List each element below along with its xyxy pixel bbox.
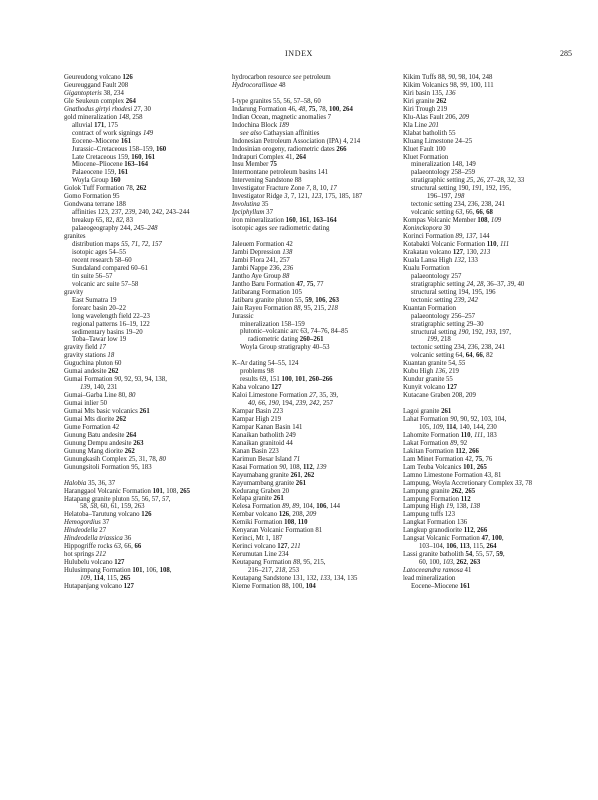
index-subentry: 105, 109, 114, 140, 144, 230 <box>419 423 497 431</box>
index-entry: Lam Minet Formation 42, 75, 76 <box>403 455 493 463</box>
index-entry: Kuantan granite 54, 55 <box>403 360 466 368</box>
index-entry: Kualu Formation <box>403 264 450 272</box>
index-subentry: Eocene–Miocene 161 <box>72 137 132 145</box>
index-entry: hot springs 212 <box>64 551 106 559</box>
index-entry: Halobia 35, 36, 37 <box>64 479 116 487</box>
index-entry: Gunung Mang diorite 262 <box>64 447 135 455</box>
index-entry: Kenyaran Volcanic Formation 81 <box>232 527 323 535</box>
index-entry: Kanaikan batholith 249 <box>232 431 296 439</box>
index-subentry: long wavelength field 22–23 <box>72 312 150 320</box>
section-gap <box>64 472 224 480</box>
index-subentry: palaeogeography 244, 245–248 <box>72 225 158 233</box>
index-entry: Lagoi granite 261 <box>403 408 452 416</box>
index-subentry: 139, 140, 231 <box>80 384 118 392</box>
index-entry: Kaba volcano 127 <box>232 384 282 392</box>
index-entry: Kieme Formation 88, 100, 104 <box>232 582 316 590</box>
index-subentry: palaeontology 257 <box>411 272 462 280</box>
index-entry: Langkup granodiorite 112, 266 <box>403 527 488 535</box>
index-entry: Kayumambang granite 261 <box>232 479 306 487</box>
index-subentry: 58, 58, 60, 61, 159, 263 <box>80 503 145 511</box>
index-entry: Kutacane Graben 208, 209 <box>403 392 476 400</box>
index-entry: Karimun Besar Island 71 <box>232 455 301 463</box>
index-subentry: recent research 58–60 <box>72 256 132 264</box>
index-entry: Gumai Mts diorite 262 <box>64 415 127 423</box>
index-subentry: 103–104, 106, 113, 115, 264 <box>419 543 497 551</box>
index-subentry: 109, 114, 115, 265 <box>80 575 131 583</box>
index-subentry: stratigraphic setting 24, 28, 36–37, 39, 40 <box>411 280 525 288</box>
index-entry: Helatoba–Tarutung volcano 126 <box>64 511 152 519</box>
index-subentry: tectonic setting 239, 242 <box>411 296 478 304</box>
index-entry: Lampung High 19, 138, 138 <box>403 503 481 511</box>
index-entry: Kampar High 219 <box>232 415 282 423</box>
index-entry: K–Ar dating 54–55, 124 <box>232 360 299 368</box>
index-subentry: Miocene–Pliocene 163–164 <box>72 161 149 169</box>
index-entry: Jambi Depression 138 <box>232 248 293 256</box>
index-subentry: structural setting 194, 195, 196 <box>411 288 496 296</box>
index-entry: Gunungsitoli Formation 95, 183 <box>64 463 152 471</box>
index-entry: Lamno Limestone Formation 43, 81 <box>403 471 502 479</box>
index-entry: Kampar Basin 223 <box>232 407 283 415</box>
index-subentry: Woyla Group 160 <box>72 177 121 185</box>
index-entry: Lampung, Woyla Accretionary Complex 33, 78 <box>403 479 533 487</box>
index-subentry: tin suite 56–57 <box>72 272 113 280</box>
index-subentry: tectonic setting 234, 236, 238, 241 <box>411 201 506 209</box>
index-entry: gravity stations 18 <box>64 352 115 360</box>
section-gap <box>232 90 392 98</box>
index-entry: Jatibaru granite pluton 55, 59, 106, 263 <box>232 296 340 304</box>
index-entry: Kiri Trough 219 <box>403 105 448 113</box>
index-entry: Kotabakti Volcanic Formation 110, 111 <box>403 241 510 249</box>
index-subentry: alluvial 171, 175 <box>72 121 118 129</box>
index-entry: Kluet Formation <box>403 153 449 161</box>
running-header-title: INDEX <box>285 49 313 58</box>
index-entry: Gondwana terrane 188 <box>64 201 126 209</box>
index-column-2 <box>232 74 392 591</box>
index-subentry: 199, 218 <box>427 336 451 344</box>
index-entry: Kompas Volcanic Member 108, 109 <box>403 217 502 225</box>
index-entry: Kanaikan granitoid 44 <box>232 439 293 447</box>
index-entry: Kiri basin 135, 136 <box>403 89 456 97</box>
index-subentry: 216–217, 218, 253 <box>248 567 299 575</box>
index-entry: Indian Ocean, magnetic anomalies 7 <box>232 113 332 121</box>
index-subentry: Jurassic–Cretaceous 158–159, 160 <box>72 145 167 153</box>
index-entry: Kluet Fault 100 <box>403 145 446 153</box>
index-entry: hydrocarbon resource see petroleum <box>232 74 331 81</box>
index-entry: Hatapang granite pluton 55, 56, 57, 57, <box>64 495 171 503</box>
page-number: 285 <box>560 49 572 58</box>
index-entry: Kampar Kanan Basin 141 <box>232 423 303 431</box>
index-entry: Geureudong volcano 126 <box>64 74 133 81</box>
index-subentry: problems 98 <box>240 368 274 376</box>
index-subentry: see also Cathaysian affinities <box>240 129 320 137</box>
index-entry: Keutapang Sandstone 131, 132, 133, 134, 135 <box>232 575 358 582</box>
index-entry: Kerinci volcano 127, 211 <box>232 543 301 551</box>
index-entry: Lakitan Formation 112, 266 <box>403 447 479 455</box>
index-subentry: regional patterns 16–19, 122 <box>72 320 150 328</box>
index-entry: Haranggaol Volcanic Formation 101, 108, 265 <box>64 487 191 495</box>
index-entry: Hindeodella triassica 36 <box>64 535 132 543</box>
index-subentry: East Sumatra 19 <box>72 296 117 304</box>
index-entry: Langsat Volcanic Formation 47, 100, <box>403 535 504 543</box>
index-entry: Lahat Formation 90, 90, 92, 103, 104, <box>403 415 507 423</box>
index-subentry: affinities 123, 237, 239, 240, 242, 243–244 <box>72 209 190 217</box>
index-subentry: mineralization 158–159 <box>240 320 305 328</box>
index-subentry: Eocene–Miocene 161 <box>411 582 471 590</box>
index-entry: Indrapuri Complex 41, 264 <box>232 153 307 161</box>
index-entry: Geureuggand Fault 208 <box>64 81 129 89</box>
index-entry: Guguchina pluton 60 <box>64 360 122 368</box>
index-entry: Kiri granite 262 <box>403 97 447 105</box>
index-entry: Gume Formation 42 <box>64 423 120 431</box>
index-subentry: breakup 65, 82, 82, 83 <box>72 217 133 225</box>
index-subentry: forearc basin 20–22 <box>72 304 126 312</box>
index-entry: Kanan Basin 223 <box>232 447 279 455</box>
index-column-1 <box>64 74 224 591</box>
index-subentry: sedimentary basins 19–20 <box>72 328 143 336</box>
index-entry: Kayumabang granite 261, 262 <box>232 471 315 479</box>
index-entry: Kelesa Formation 89, 89, 104, 106, 144 <box>232 503 341 511</box>
index-entry: Indarung Formation 46, 48, 75, 78, 100, 264 <box>232 105 353 113</box>
index-subentry: mineralization 148, 149 <box>411 161 476 169</box>
index-entry: Kunyit volcano 127 <box>403 384 457 392</box>
index-entry: Intervening Sandstone 88 <box>232 177 302 185</box>
index-entry: Gigantopteris 38, 234 <box>64 89 124 97</box>
index-entry: Investigator Fracture Zone 7, 8, 10, 17 <box>232 185 337 193</box>
index-subentry: results 69, 151 100, 101, 260–266 <box>240 376 333 384</box>
section-gap <box>232 352 392 360</box>
index-subentry: Late Cretaceous 159, 160, 161 <box>72 153 156 161</box>
index-entry: Korinci Formation 89, 137, 144 <box>403 233 490 241</box>
index-entry: Lakat Formation 89, 92 <box>403 439 468 447</box>
index-entry: Kasai Formation 90, 108, 112, 139 <box>232 463 327 471</box>
index-subentry: Woyla Group stratigraphy 40–53 <box>240 344 330 352</box>
index-entry: Hulubelu volcano 127 <box>64 559 125 567</box>
index-entry: Gunungkasih Complex 25, 31, 78, 80 <box>64 455 166 463</box>
index-subentry: structural setting 190, 192, 193, 197, <box>411 328 511 336</box>
index-entry: Kerumutan Line 234 <box>232 551 289 559</box>
index-entry: Golok Tuff Formation 78, 262 <box>64 185 147 193</box>
index-entry: Jambi Flora 241, 257 <box>232 256 290 264</box>
index-entry: Involutina 35 <box>232 201 269 209</box>
index-entry: Lampung tuffs 123 <box>403 511 455 519</box>
index-entry: Gumai Mts basic volcanics 261 <box>64 408 150 416</box>
index-entry: Kemiki Formation 108, 110 <box>232 519 308 527</box>
index-entry: Klabat batholith 55 <box>403 129 456 137</box>
index-subentry: 196–197, 198 <box>427 193 465 201</box>
index-subentry: contract of work signings 149 <box>72 129 154 137</box>
index-entry: Koninckopora 30 <box>403 225 451 233</box>
index-column-3 <box>403 74 563 591</box>
index-subentry: plutonic–volcanic arc 63, 74–76, 84–85 <box>240 328 348 336</box>
index-subentry: radiometric dating 260–261 <box>248 336 324 344</box>
index-subentry: tectonic setting 234, 236, 238, 241 <box>411 344 506 352</box>
index-entry: Kedurang Graben 20 <box>232 487 289 495</box>
index-entry: Gle Seukeun complex 264 <box>64 97 136 105</box>
index-entry: Hydrocorallinae 48 <box>232 81 286 89</box>
index-entry: Kelapa granite 261 <box>232 495 284 503</box>
index-entry: Gnathodus girtyi rhodesi 27, 30 <box>64 105 151 113</box>
index-entry: Jatibarang Formation 105 <box>232 288 302 296</box>
index-entry: Hulusimpang Formation 101, 106, 108, <box>64 567 172 575</box>
index-entry: Kluang Limestone 24–25 <box>403 137 473 145</box>
index-entry: Hindeodella 27 <box>64 527 107 535</box>
index-entry: Klu-Alas Fault 206, 209 <box>403 113 470 121</box>
index-entry: Indochina Block 189 <box>232 121 290 129</box>
index-subentry: 60, 100, 103, 262, 263 <box>419 559 481 567</box>
index-entry: Keutapang Formation 88, 95, 215, <box>232 559 326 567</box>
index-subentry: palaeontology 258–259 <box>411 169 475 177</box>
index-entry: Jaiu Rayeu Formation 88, 95, 215, 218 <box>232 304 338 312</box>
index-entry: Langkat Formation 136 <box>403 519 468 527</box>
index-entry: Gumai andesite 262 <box>64 368 119 376</box>
index-subentry: Toba–Tawar low 19 <box>72 336 127 344</box>
section-gap <box>403 400 563 408</box>
index-entry: granites <box>64 233 86 241</box>
index-entry: Jambi Nappe 236, 236 <box>232 264 294 272</box>
index-entry: Kundur granite 55 <box>403 376 453 384</box>
index-entry: Gumai inlier 50 <box>64 400 108 408</box>
index-entry: Investigator Ridge 3, 7, 121, 123, 175, 185, 187 <box>232 193 363 201</box>
index-subentry: 40, 66, 190, 194, 239, 242, 257 <box>248 400 334 408</box>
index-subentry: distribution maps 55, 71, 72, 157 <box>72 241 162 249</box>
index-entry: Lampung Formation 112 <box>403 495 471 503</box>
index-entry: Intermontane petroleum basins 141 <box>232 169 329 177</box>
index-subentry: Sundaland compared 60–61 <box>72 264 148 272</box>
index-entry: gravity field 17 <box>64 344 106 352</box>
index-entry: iron mineralization 160, 161, 163–164 <box>232 217 337 225</box>
index-subentry: palaeontology 256–257 <box>411 312 475 320</box>
index-subentry: isotopic ages 54–55 <box>72 248 126 256</box>
index-subentry: volcanic arc suite 57–58 <box>72 280 139 288</box>
index-entry: Gunung Dempu andesite 263 <box>64 439 144 447</box>
index-entry: Kikim Volcanics 98, 99, 100, 111 <box>403 81 494 89</box>
section-gap <box>232 233 392 241</box>
index-subentry: volcanic setting 64, 64, 66, 82 <box>411 352 493 360</box>
index-subentry: structural setting 190, 191, 192, 195, <box>411 185 511 193</box>
index-entry: Lahomite Formation 110, 111, 183 <box>403 431 497 439</box>
index-entry: Lassi granite batholith 54, 55, 57, 59, <box>403 551 505 559</box>
index-entry: Kuala Lansa High 132, 133 <box>403 256 478 264</box>
index-entry: isotopic ages see radiometric dating <box>232 225 330 233</box>
index-entry: Gomo Formation 95 <box>64 193 120 201</box>
index-entry: Ipciphyllum 37 <box>232 209 273 217</box>
index-entry: Insu Member 75 <box>232 161 277 169</box>
index-entry: lead mineralization <box>403 575 456 583</box>
index-entry: Gumai–Garba Line 80, 80 <box>64 392 136 400</box>
index-entry: Indosinian orogeny, radiometric dates 266 <box>232 145 347 153</box>
index-entry: Kembar volcano 126, 208, 209 <box>232 511 317 519</box>
index-entry: Jaleuem Formation 42 <box>232 240 293 248</box>
index-entry: Krakatau volcano 127, 130, 213 <box>403 248 491 256</box>
index-entry: gravity <box>64 288 84 296</box>
index-entry: I-type granites 55, 56, 57–58, 60 <box>232 97 321 105</box>
index-subentry: volcanic setting 63, 66, 66, 68 <box>411 209 493 217</box>
index-entry: Hutapanjang volcano 127 <box>64 582 134 590</box>
index-entry: Indonesian Petroleum Association (IPA) 4, 214 <box>232 137 361 145</box>
index-entry: Kaloi Limestone Formation 27, 35, 39, <box>232 392 339 400</box>
index-entry: Lam Teuba Volcanics 101, 265 <box>403 463 487 471</box>
index-entry: Kla Line 201 <box>403 121 439 129</box>
index-entry: Kubu High 136, 219 <box>403 368 459 376</box>
index-entry: Lampung granite 262, 265 <box>403 487 476 495</box>
index-entry: Latoceeandra ramosa 41 <box>403 567 472 575</box>
index-entry: Gumai Formation 90, 92, 93, 94, 138, <box>64 376 167 384</box>
index-entry: Hippogriffe rocks 63, 66, 66 <box>64 543 142 551</box>
index-subentry: stratigraphic setting 29–30 <box>411 320 484 328</box>
index-entry: Jurassic <box>232 312 254 320</box>
index-entry: Jantho Baru Formation 47, 75, 77 <box>232 280 324 288</box>
index-entry: Kuantan Formation <box>403 304 457 312</box>
index-entry: Jantho Aye Group 88 <box>232 272 290 280</box>
index-entry: Hemogordius 37 <box>64 519 110 527</box>
index-entry: Gunung Batu andesite 264 <box>64 431 137 439</box>
index-entry: Kikim Tuffs 88, 90, 98, 104, 248 <box>403 74 493 81</box>
index-entry: gold mineralization 148, 258 <box>64 113 143 121</box>
index-entry: Kerinci, Mt 1, 187 <box>232 535 283 543</box>
index-subentry: stratigraphic setting 25, 26, 27–28, 32, 33 <box>411 177 525 185</box>
index-subentry: Palaeocene 159, 161 <box>72 169 129 177</box>
